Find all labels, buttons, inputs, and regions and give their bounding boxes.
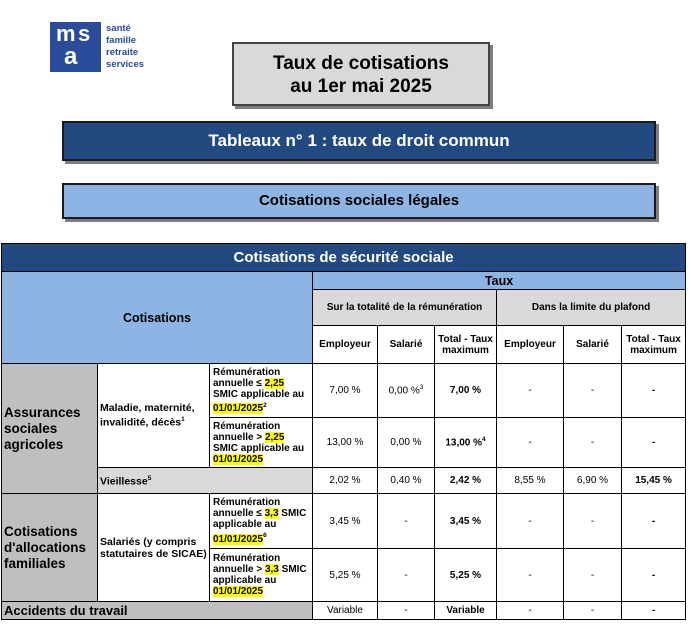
cell-total-plafond: - (622, 549, 686, 602)
table-row (2, 364, 686, 418)
cell-employeur-plafond: - (497, 494, 564, 549)
header-salarie: Salarié (564, 326, 622, 364)
msa-logo (50, 22, 158, 72)
title-line2: au 1er mai 2025 (290, 76, 432, 97)
contributions-table (1, 243, 686, 620)
title-line1: Taux de cotisations (273, 53, 449, 74)
cell-total: 5,25 % (435, 549, 497, 602)
cell-total-plafond: - (622, 418, 686, 468)
cell-salarie: - (378, 549, 435, 602)
msa-logo-mark (50, 22, 101, 72)
cell-employeur: 5,25 % (313, 549, 378, 602)
cell-total-plafond: - (622, 494, 686, 549)
condition-cell: Rémunération annuelle > 3,3 SMIC applicable au 01/01/2025 (210, 549, 313, 602)
logo-word: services (106, 59, 145, 70)
cell-salarie: 0,00 %$^3$ (378, 364, 435, 418)
cell-salarie: - (378, 602, 435, 620)
cell-employeur-plafond: 8,55 % (497, 468, 564, 494)
header-salarie: Salarié (378, 326, 435, 364)
cell-salarie: - (378, 494, 435, 549)
cell-employeur-plafond: - (497, 364, 564, 418)
salaries-label: Salariés (y compris statutaires de SICAE) (98, 494, 210, 602)
condition-cell: Rémunération annuelle ≤ 3,3 SMIC applicable au 01/01/2025$^6$ (210, 494, 313, 549)
logo-word: santé (106, 23, 131, 34)
condition-cell: Rémunération annuelle ≤ 2,25 SMIC applicable au 01/01/2025$^2$ (210, 364, 313, 418)
cell-salarie-plafond: 6,90 % (564, 468, 622, 494)
cell-employeur: 7,00 % (313, 364, 378, 418)
cell-total-plafond: - (622, 364, 686, 418)
cell-total: 13,00 %$^4$ (435, 418, 497, 468)
cell-salarie-plafond: - (564, 418, 622, 468)
section-header: Cotisations de sécurité sociale (2, 244, 686, 272)
header-total: Total - Taux maximum (435, 326, 497, 364)
table-row (2, 494, 686, 549)
header-employeur: Employeur (497, 326, 564, 364)
logo-letter-a: a (64, 43, 78, 70)
cell-salarie-plafond: - (564, 549, 622, 602)
header-group-plafond: Dans la limite du plafond (497, 290, 686, 326)
cell-salarie-plafond: - (564, 494, 622, 549)
logo-word: famille (106, 35, 137, 46)
cell-total: Variable (435, 602, 497, 620)
header-cotisations: Cotisations (2, 272, 313, 364)
cell-total-plafond: - (622, 602, 686, 620)
cell-total: 2,42 % (435, 468, 497, 494)
category-accidents: Accidents du travail (2, 602, 313, 620)
cell-salarie: 0,00 % (378, 418, 435, 468)
logo-word: retraite (106, 47, 139, 58)
vieillesse-label: Vieillesse$^5$ (98, 468, 313, 494)
header-total: Total - Taux maximum (622, 326, 686, 364)
cell-employeur: 2,02 % (313, 468, 378, 494)
table-banner: Tableaux n° 1 : taux de droit commun (62, 121, 656, 161)
cell-total: 7,00 % (435, 364, 497, 418)
table-row (2, 468, 686, 494)
cell-employeur-plafond: - (497, 418, 564, 468)
header-group-total: Sur la totalité de la rémunération (313, 290, 497, 326)
table-row (2, 602, 686, 620)
logo-letter-s: s (78, 21, 91, 46)
cell-total: 3,45 % (435, 494, 497, 549)
header-taux: Taux (313, 272, 686, 290)
cell-salarie: 0,40 % (378, 468, 435, 494)
cell-employeur: 3,45 % (313, 494, 378, 549)
category-allocations: Cotisations d'allocations familiales (2, 494, 98, 602)
category-assurances: Assurances sociales agricoles (2, 364, 98, 494)
cell-salarie-plafond: - (564, 602, 622, 620)
cell-employeur: 13,00 % (313, 418, 378, 468)
header-employeur: Employeur (313, 326, 378, 364)
condition-cell: Rémunération annuelle > 2,25 SMIC applicable au 01/01/2025 (210, 418, 313, 468)
cell-salarie-plafond: - (564, 364, 622, 418)
logo-words (106, 23, 144, 71)
cell-employeur: Variable (313, 602, 378, 620)
cell-employeur-plafond: - (497, 602, 564, 620)
document-title (232, 42, 490, 106)
maladie-label: Maladie, maternité, invalidité, décès$^1$ (98, 364, 210, 468)
logo-letter-m: m (56, 21, 76, 46)
cell-total-plafond: 15,45 % (622, 468, 686, 494)
cell-employeur-plafond: - (497, 549, 564, 602)
section-banner: Cotisations sociales légales (62, 183, 656, 219)
